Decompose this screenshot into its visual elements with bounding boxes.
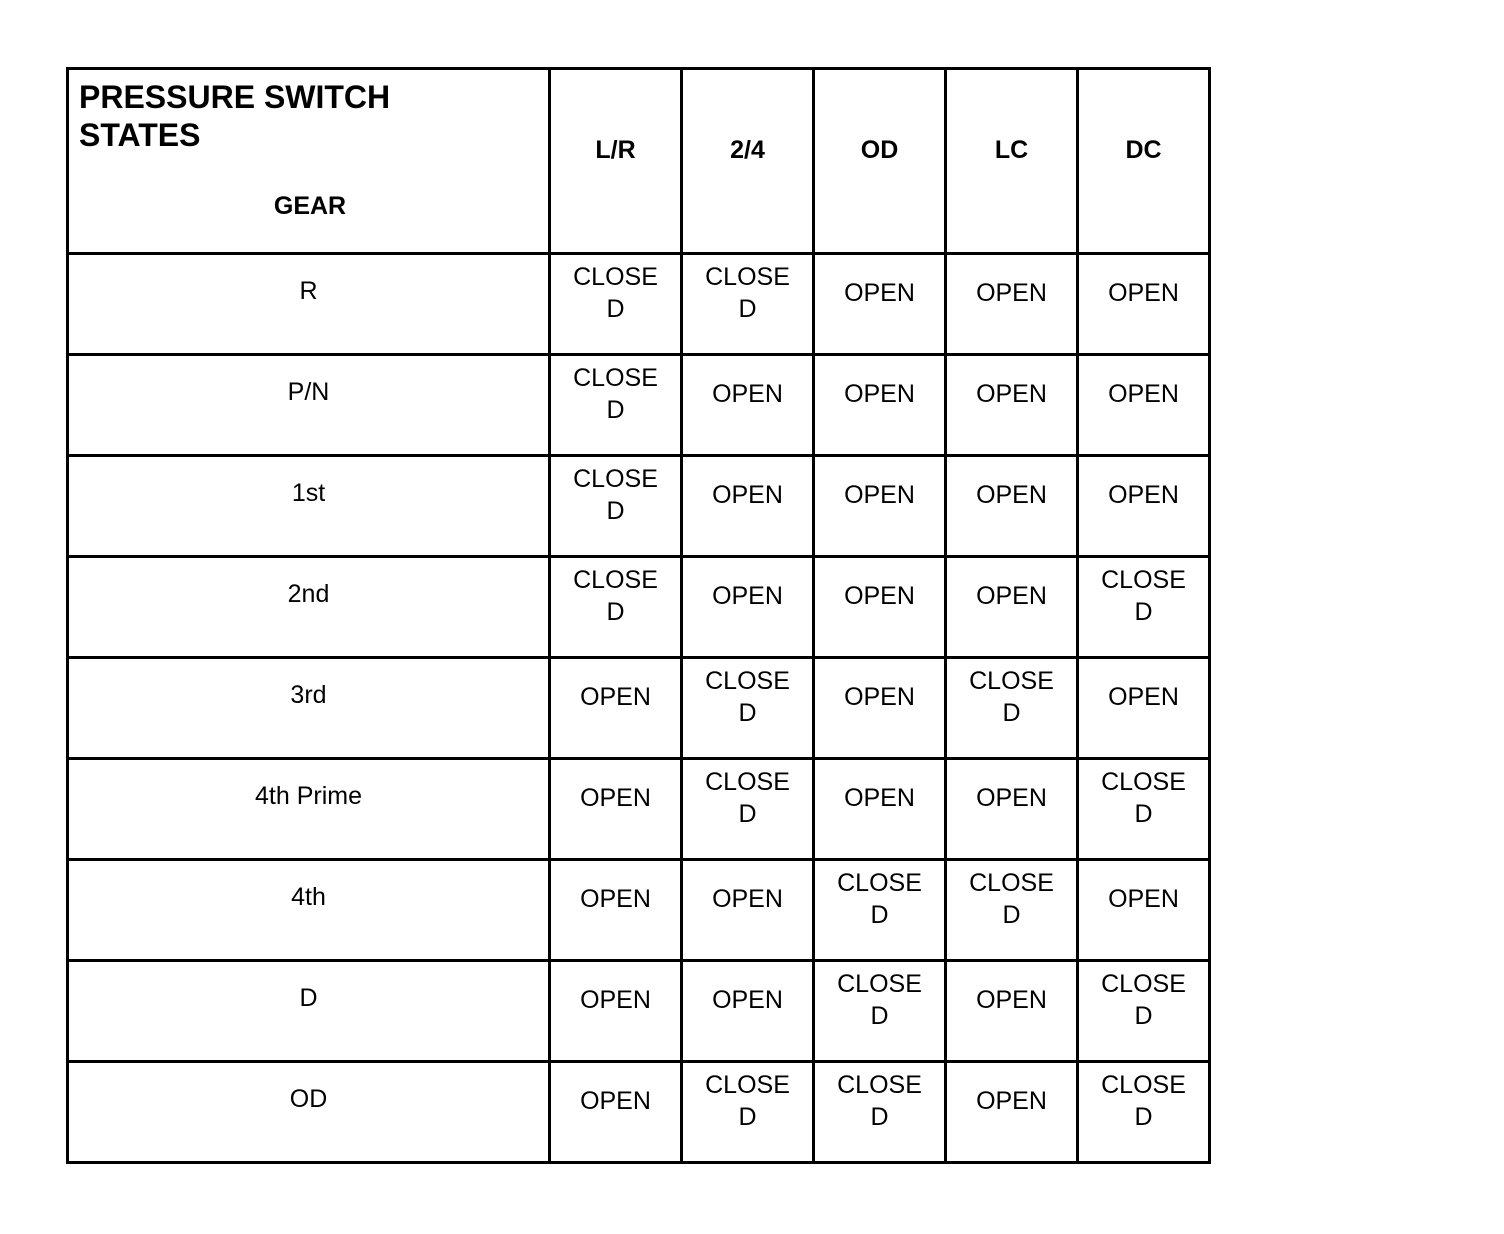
switch-state-cell [946,961,1078,1062]
pressure-switch-table-container [66,67,1208,1164]
switch-state-text: OPEN [1108,885,1179,913]
switch-state-text: OPEN [1108,279,1179,307]
switch-state-text: OPEN [844,279,915,307]
gear-cell: 4th Prime [68,759,550,860]
switch-state-text: OPEN [580,1087,651,1115]
table-corner-cell [68,69,550,254]
gear-cell: R [68,254,550,355]
switch-state-text: OPEN [976,481,1047,509]
switch-state-cell [682,557,814,658]
gear-cell: 3rd [68,658,550,759]
switch-state-cell [814,1062,946,1163]
switch-state-cell [814,557,946,658]
switch-state-text: CLOSED [1101,768,1186,828]
switch-state-cell [946,860,1078,961]
switch-state-text: CLOSED [573,263,658,323]
switch-state-text: OPEN [976,380,1047,408]
switch-state-cell [682,759,814,860]
switch-state-cell [1078,557,1210,658]
switch-state-text: OPEN [712,481,783,509]
switch-state-text: CLOSED [837,970,922,1030]
switch-state-text: CLOSED [1101,970,1186,1030]
switch-state-text: OPEN [580,885,651,913]
switch-state-text: OPEN [712,380,783,408]
switch-state-cell [550,860,682,961]
switch-state-cell [682,355,814,456]
gear-cell: D [68,961,550,1062]
switch-state-cell [814,658,946,759]
switch-state-text: OPEN [844,582,915,610]
column-header-2-4: 2/4 [682,69,814,254]
switch-state-text: CLOSED [969,869,1054,929]
switch-state-cell [814,961,946,1062]
switch-state-text: CLOSED [573,364,658,424]
column-header-lr: L/R [550,69,682,254]
switch-state-cell [1078,961,1210,1062]
table-row [68,759,1210,860]
switch-state-cell [1078,254,1210,355]
switch-state-text: OPEN [976,279,1047,307]
switch-state-cell [550,557,682,658]
switch-state-text: CLOSED [837,869,922,929]
switch-state-text: CLOSED [1101,1071,1186,1131]
switch-state-cell [814,759,946,860]
switch-state-text: CLOSED [705,1071,790,1131]
switch-state-cell [1078,355,1210,456]
switch-state-cell [1078,456,1210,557]
switch-state-cell [1078,860,1210,961]
switch-state-text: OPEN [844,380,915,408]
switch-state-text: OPEN [976,1087,1047,1115]
switch-state-cell [814,860,946,961]
switch-state-text: OPEN [1108,481,1179,509]
switch-state-cell [682,456,814,557]
switch-state-text: OPEN [844,683,915,711]
switch-state-text: OPEN [844,481,915,509]
switch-state-text: OPEN [712,885,783,913]
switch-state-text: OPEN [580,784,651,812]
switch-state-cell [550,254,682,355]
switch-state-cell [682,961,814,1062]
switch-state-text: CLOSED [573,566,658,626]
gear-cell: OD [68,1062,550,1163]
switch-state-text: CLOSED [1101,566,1186,626]
table-row [68,355,1210,456]
gear-cell: 1st [68,456,550,557]
switch-state-cell [946,355,1078,456]
switch-state-cell [814,456,946,557]
column-header-od: OD [814,69,946,254]
switch-state-text: OPEN [1108,380,1179,408]
switch-state-text: OPEN [712,582,783,610]
switch-state-cell [682,658,814,759]
switch-state-cell [1078,759,1210,860]
pressure-switch-states-table [66,67,1211,1164]
switch-state-cell [682,254,814,355]
table-body [68,254,1210,1163]
switch-state-cell [946,759,1078,860]
table-row [68,254,1210,355]
switch-state-text: OPEN [580,986,651,1014]
switch-state-cell [1078,1062,1210,1163]
switch-state-text: CLOSED [705,667,790,727]
switch-state-text: OPEN [976,986,1047,1014]
gear-cell: P/N [68,355,550,456]
switch-state-cell [814,355,946,456]
switch-state-cell [682,860,814,961]
table-header-row [68,69,1210,254]
switch-state-cell [1078,658,1210,759]
gear-row-header: GEAR [273,192,347,220]
switch-state-text: CLOSED [705,263,790,323]
switch-state-cell [550,355,682,456]
switch-state-text: CLOSED [837,1071,922,1131]
switch-state-cell [946,658,1078,759]
table-row [68,860,1210,961]
switch-state-cell [550,961,682,1062]
switch-state-cell [946,254,1078,355]
table-row [68,1062,1210,1163]
switch-state-text: CLOSED [705,768,790,828]
switch-state-cell [946,557,1078,658]
gear-cell: 4th [68,860,550,961]
switch-state-cell [550,1062,682,1163]
switch-state-cell [682,1062,814,1163]
switch-state-text: OPEN [580,683,651,711]
table-row [68,961,1210,1062]
switch-state-text: CLOSED [573,465,658,525]
switch-state-text: OPEN [976,582,1047,610]
switch-state-cell [946,1062,1078,1163]
column-header-lc: LC [946,69,1078,254]
switch-state-cell [814,254,946,355]
switch-state-text: OPEN [1108,683,1179,711]
table-title: PRESSURE SWITCH STATES [79,79,391,153]
switch-state-text: OPEN [976,784,1047,812]
gear-cell: 2nd [68,557,550,658]
switch-state-cell [550,759,682,860]
switch-state-cell [946,456,1078,557]
table-row [68,456,1210,557]
table-row [68,658,1210,759]
switch-state-text: OPEN [712,986,783,1014]
table-row [68,557,1210,658]
switch-state-cell [550,658,682,759]
column-header-dc: DC [1078,69,1210,254]
switch-state-text: CLOSED [969,667,1054,727]
switch-state-text: OPEN [844,784,915,812]
switch-state-cell [550,456,682,557]
